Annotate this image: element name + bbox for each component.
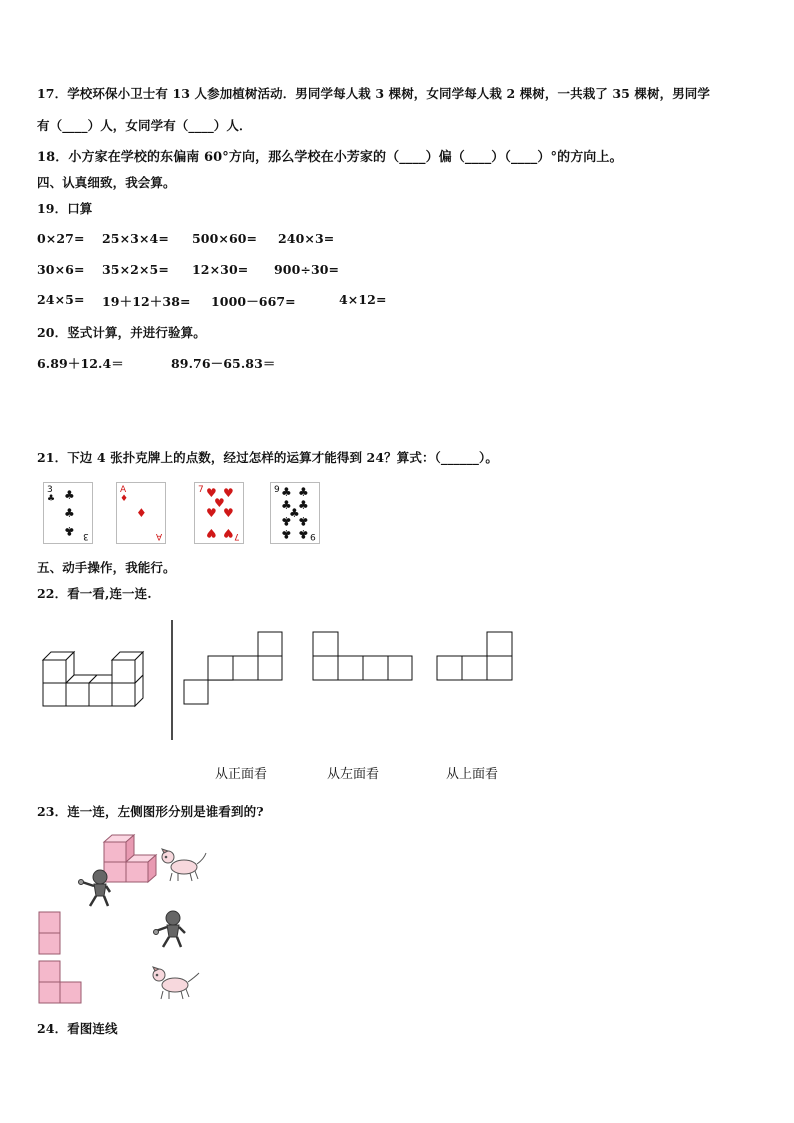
q19-r3-c2: 19＋12＋38= (102, 294, 191, 309)
club-icon: ♣ (47, 494, 56, 504)
pink-view-shape-1 (38, 911, 62, 955)
club-icon: ♣ (298, 514, 309, 528)
section-5-title: 五、动手操作，我能行。 (37, 560, 176, 575)
q24-title: 24．看图连线 (37, 1021, 118, 1036)
q23-title: 23．连一连，左侧图形分别是谁看到的? (37, 804, 264, 819)
boy-icon (153, 909, 189, 949)
q22-title: 22．看一看,连一连. (37, 586, 152, 601)
playing-card-1 (43, 482, 93, 544)
q20-item-2: 89.76－65.83＝ (171, 356, 276, 371)
heart-icon: ♥ (206, 506, 217, 520)
club-icon: ♣ (64, 488, 75, 502)
diamond-icon: ♦ (136, 506, 147, 520)
q19-r3-c4: 4×12= (339, 292, 387, 307)
heart-icon: ♥ (206, 486, 217, 500)
club-icon: ♣ (64, 524, 75, 538)
q19-r3-c1: 24×5= (37, 292, 85, 307)
q19-r1-c1: 0×27= (37, 231, 85, 246)
section-4-title: 四、认真细致，我会算。 (37, 175, 176, 190)
club-icon: ♣ (298, 485, 309, 499)
q19-r1-c4: 240×3= (278, 231, 335, 246)
view-shape-2 (312, 631, 414, 683)
heart-icon: ♥ (223, 526, 234, 540)
q19-r2-c4: 900÷30= (274, 262, 340, 277)
q17-line1: 17．学校环保小卫士有 13 人参加植树活动．男同学每人栽 3 棵树，女同学每人栽 2 棵树，一共栽了 35 棵树，男同学 (37, 86, 710, 101)
view-shape-1 (183, 631, 283, 707)
dog-icon (160, 845, 208, 883)
heart-icon: ♥ (206, 526, 217, 540)
playing-card-2 (116, 482, 166, 544)
heart-icon: ♥ (214, 496, 225, 510)
club-icon: ♣ (281, 498, 292, 512)
card-2-rank: A (120, 485, 127, 495)
q19-title: 19．口算 (37, 201, 93, 216)
cube-stack-figure (40, 655, 155, 710)
card-4-rank-bottom: 9 (310, 531, 316, 541)
label-top-view: 从上面看 (446, 767, 499, 782)
card-3-rank-bottom: 7 (234, 531, 240, 541)
q20-item-1: 6.89＋12.4＝ (37, 356, 124, 371)
diamond-icon: ♦ (120, 494, 129, 504)
q19-r2-c1: 30×6= (37, 262, 85, 277)
club-icon: ♣ (289, 506, 300, 520)
view-shape-3 (436, 631, 514, 683)
q19-r2-c3: 12×30= (192, 262, 249, 277)
club-icon: ♣ (281, 514, 292, 528)
club-icon: ♣ (298, 498, 309, 512)
pink-view-shape-2 (38, 960, 84, 1004)
q19-r1-c2: 25×3×4= (102, 231, 169, 246)
club-icon: ♣ (64, 506, 75, 520)
q17-line2: 有（____）人，女同学有（____）人． (37, 118, 252, 133)
label-front-view: 从正面看 (215, 767, 268, 782)
q18-text: 18．小方家在学校的东偏南 60°方向，那么学校在小芳家的（____）偏（____）（____）°的方向上。 (37, 150, 623, 165)
card-1-rank: 3 (47, 485, 53, 495)
heart-icon: ♥ (223, 486, 234, 500)
q20-title: 20．竖式计算，并进行验算。 (37, 325, 206, 340)
q21-text: 21．下边 4 张扑克牌上的点数，经过怎样的运算才能得到 24？算式：（______）。 (37, 450, 498, 465)
club-icon: ♣ (281, 485, 292, 499)
dog-icon (151, 965, 201, 1003)
boy-icon (78, 868, 114, 908)
heart-icon: ♥ (223, 506, 234, 520)
card-3-rank: 7 (198, 485, 204, 495)
q19-r2-c2: 35×2×5= (102, 262, 169, 277)
q19-r3-c3: 1000－667= (211, 294, 296, 309)
label-left-view: 从左面看 (327, 767, 380, 782)
playing-card-3 (194, 482, 244, 544)
club-icon: ♣ (281, 527, 292, 541)
playing-card-4 (270, 482, 320, 544)
card-1-rank-bottom: 3 (83, 531, 89, 541)
divider-line (171, 620, 173, 740)
q19-r1-c3: 500×60= (192, 231, 258, 246)
card-2-rank-bottom: A (155, 531, 162, 541)
card-4-rank: 9 (274, 485, 280, 495)
club-icon: ♣ (298, 527, 309, 541)
